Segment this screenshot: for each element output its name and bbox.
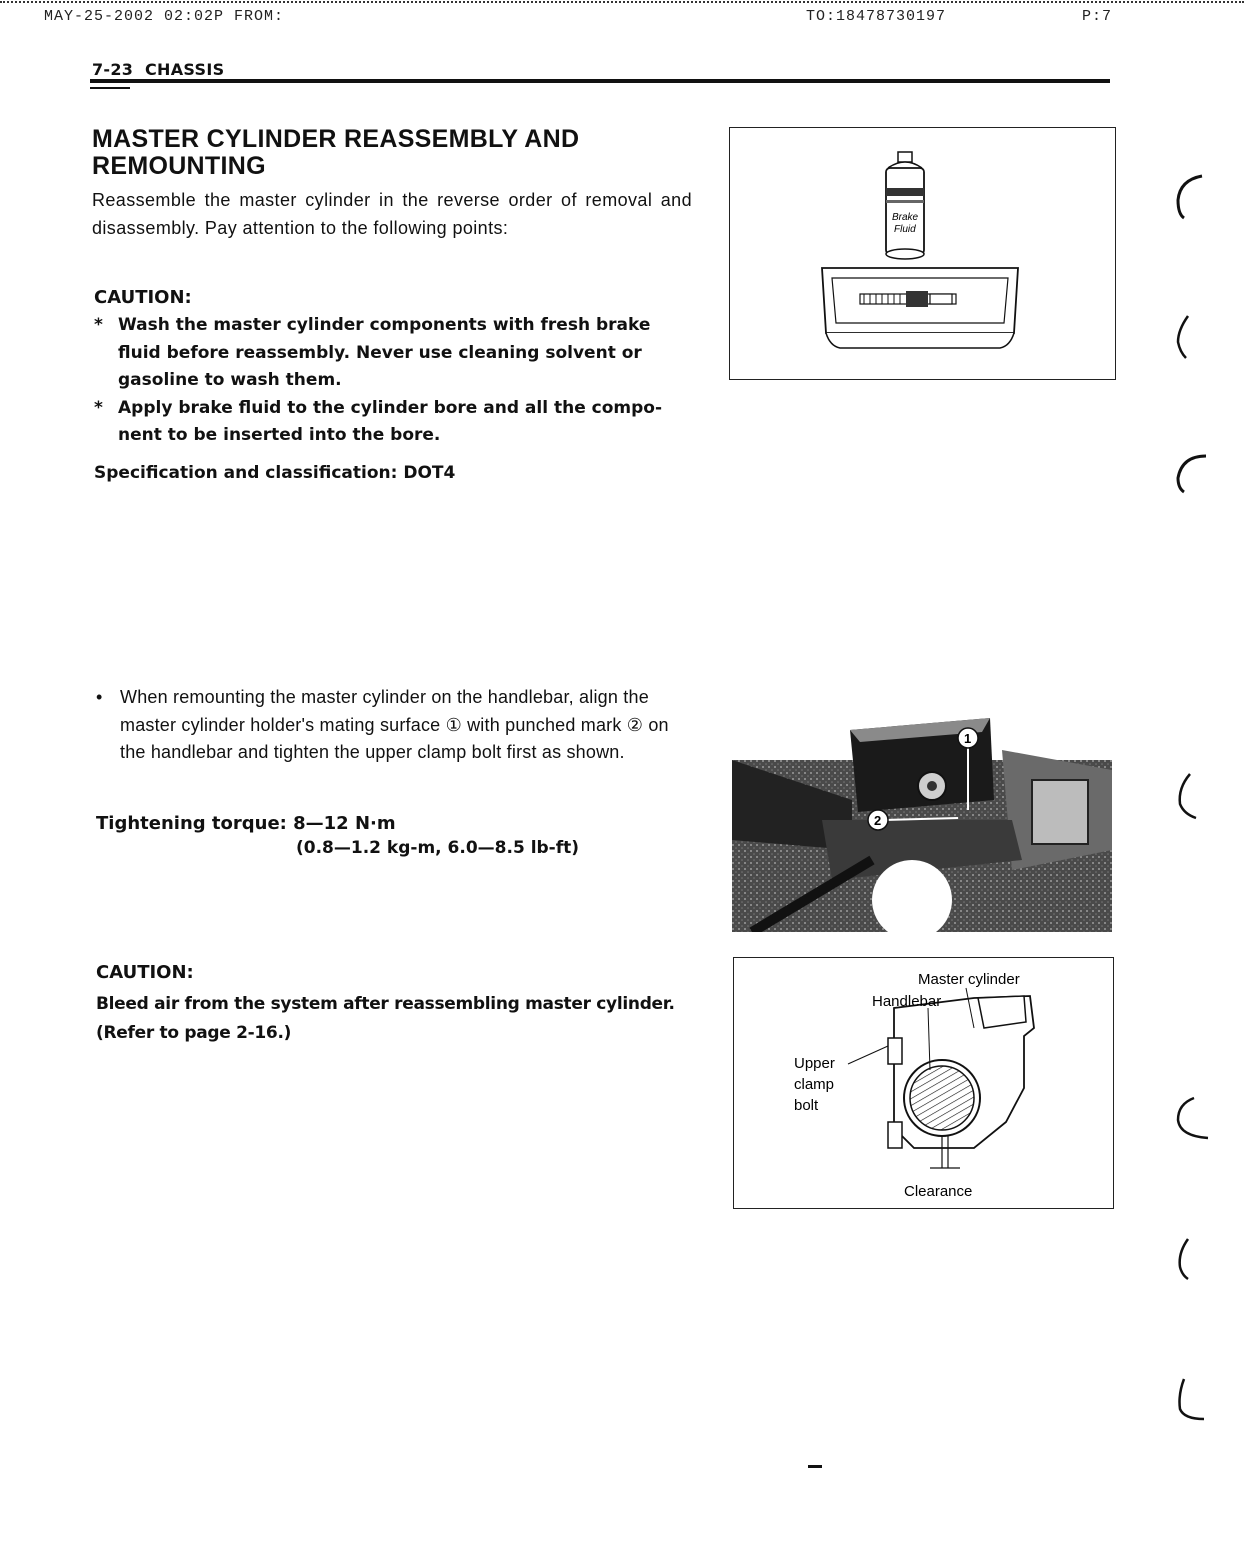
label-clamp: clamp bbox=[794, 1076, 835, 1093]
bleed-caution bbox=[96, 990, 716, 1048]
remount-text: When remounting the master cylinder on the handlebar, align the master cylinder holder's mating surface ① with punched mark ② on the handlebar and tighten the upper clamp bolt first as shown. bbox=[120, 687, 669, 762]
can-label-fluid: Fluid bbox=[894, 224, 916, 235]
fax-recipient-line: TO:18478730197 bbox=[806, 8, 947, 25]
callout-1: 1 bbox=[964, 731, 972, 746]
caution-heading-1: CAUTION: bbox=[94, 287, 192, 308]
binder-hole-mark bbox=[1172, 170, 1212, 230]
fax-dotted-rule bbox=[0, 1, 1244, 3]
running-head-underline bbox=[90, 87, 130, 89]
clamp-diagram bbox=[733, 957, 1114, 1209]
fax-header bbox=[0, 0, 1244, 30]
binder-hole-mark bbox=[1172, 1375, 1212, 1435]
label-clearance: Clearance bbox=[904, 1183, 973, 1200]
callout-2: 2 bbox=[874, 813, 882, 828]
brake-fluid-figure bbox=[729, 127, 1116, 380]
running-head-rule bbox=[90, 79, 1110, 83]
wash-tray-icon bbox=[822, 268, 1018, 348]
bullet-dot: • bbox=[96, 687, 103, 707]
running-head: 7-23 CHASSIS bbox=[92, 60, 225, 79]
list-item bbox=[94, 395, 694, 450]
brake-fluid-can-icon bbox=[886, 152, 924, 259]
section-title: MASTER CYLINDER REASSEMBLY AND REMOUNTING bbox=[92, 125, 580, 180]
label-master-cylinder: Master cylinder bbox=[918, 971, 1020, 988]
caution-item-text: Apply brake fluid to the cylinder bore and all the compo-nent to be inserted into the bore. bbox=[118, 397, 663, 445]
caution-item-text: Wash the master cylinder components with fresh brake fluid before reassembly. Never use cleaning solvent or gasoline to wash them. bbox=[118, 315, 651, 390]
bullet-asterisk: * bbox=[94, 397, 103, 418]
intro-paragraph: Reassemble the master cylinder in the reverse order of removal and disassembly. Pay attention to the following points: bbox=[92, 190, 692, 238]
stray-mark bbox=[808, 1465, 822, 1468]
bullet-asterisk: * bbox=[94, 315, 103, 335]
caution-heading-2: CAUTION: bbox=[96, 962, 194, 983]
can-label-brake: Brake bbox=[892, 212, 919, 223]
label-handlebar: Handlebar bbox=[872, 993, 942, 1010]
fax-sender-line: MAY-25-2002 02:02P FROM: bbox=[44, 8, 285, 25]
handlebar-photo bbox=[732, 700, 1112, 932]
torque-spec-line1: Tightening torque: 8—12 N·m bbox=[96, 813, 396, 834]
torque-spec-line2: (0.8—1.2 kg-m, 6.0—8.5 lb-ft) bbox=[296, 838, 580, 858]
clamp-diagram-illustration bbox=[734, 958, 1112, 1207]
brake-fluid-illustration bbox=[730, 128, 1114, 378]
caution-list bbox=[94, 312, 694, 450]
label-bolt: bolt bbox=[794, 1097, 819, 1114]
remount-paragraph bbox=[96, 684, 696, 767]
list-item bbox=[94, 312, 694, 395]
binder-hole-mark bbox=[1172, 310, 1212, 370]
fax-page-number: P:7 bbox=[1082, 8, 1113, 25]
bleed-caution-reference: (Refer to page 2-16.) bbox=[96, 1023, 292, 1043]
binder-hole-mark bbox=[1172, 1235, 1212, 1295]
label-upper: Upper bbox=[794, 1055, 835, 1072]
binder-hole-mark bbox=[1172, 1092, 1212, 1152]
handlebar-section-icon bbox=[910, 1066, 974, 1130]
fluid-specification: Specification and classification: DOT4 bbox=[94, 463, 456, 483]
binder-hole-mark bbox=[1172, 770, 1212, 830]
bleed-caution-line: Bleed air from the system after reassembling master cylinder. bbox=[96, 994, 675, 1014]
handlebar-photo-illustration bbox=[732, 700, 1112, 932]
binder-hole-mark bbox=[1172, 448, 1212, 508]
